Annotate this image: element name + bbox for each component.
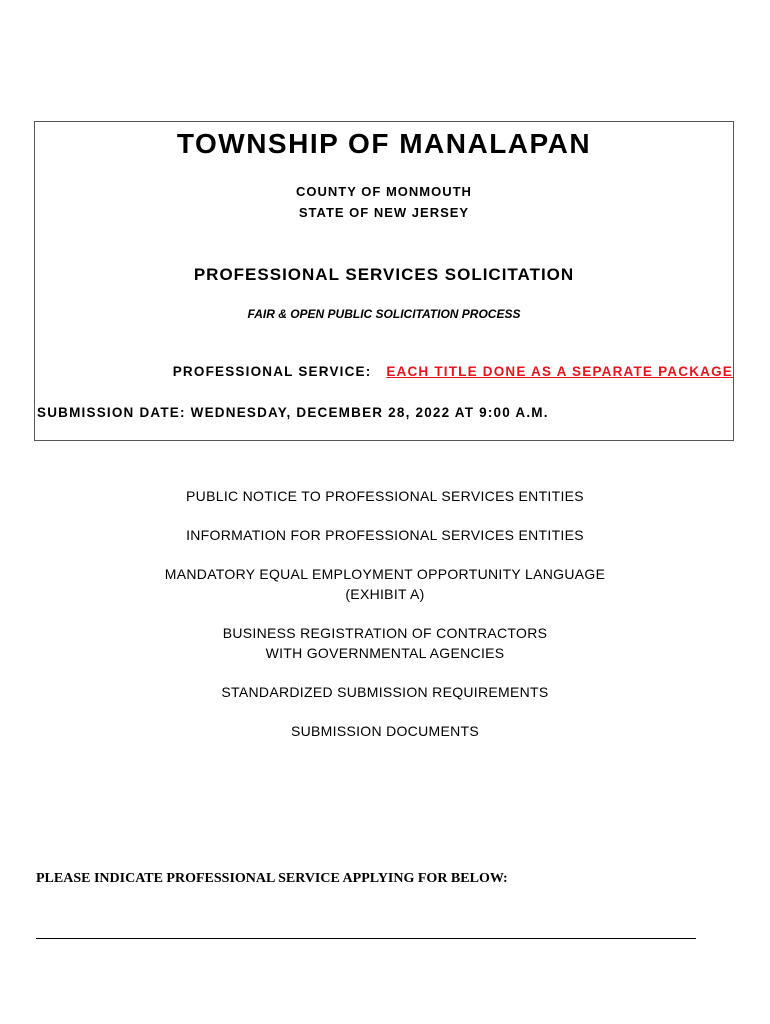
contents-item — [0, 486, 770, 506]
contents-item-line1: SUBMISSION DOCUMENTS — [290, 723, 479, 739]
contents-item-line1: STANDARDIZED SUBMISSION REQUIREMENTS — [221, 684, 549, 700]
solicitation-process: FAIR & OPEN PUBLIC SOLICITATION PROCESS — [247, 307, 521, 321]
contents-item-line1: MANDATORY EQUAL EMPLOYMENT OPPORTUNITY LANGUAGE — [164, 566, 606, 582]
contents-item — [0, 721, 770, 741]
service-label: PROFESSIONAL SERVICE: — [172, 364, 372, 379]
page-title: TOWNSHIP OF MANALAPAN — [176, 128, 592, 159]
contents-item-line2: (EXHIBIT A) — [345, 586, 425, 602]
submission-date: SUBMISSION DATE: WEDNESDAY, DECEMBER 28, 2022 AT 9:00 A.M. — [37, 405, 549, 420]
contents-item — [0, 623, 770, 663]
state-name: STATE OF NEW JERSEY — [298, 205, 470, 220]
contents-item — [0, 682, 770, 702]
contents-item-line1: INFORMATION FOR PROFESSIONAL SERVICES ENTITIES — [186, 527, 584, 543]
contents-item — [0, 525, 770, 545]
solicitation-title: PROFESSIONAL SERVICES SOLICITATION — [193, 265, 575, 284]
contents-item-line2: WITH GOVERNMENTAL AGENCIES — [265, 645, 505, 661]
professional-service-line — [173, 364, 733, 379]
service-answer-line[interactable] — [36, 938, 696, 939]
service-value: EACH TITLE DONE AS A SEPARATE PACKAGE — [386, 364, 733, 379]
contents-item-line1: BUSINESS REGISTRATION OF CONTRACTORS — [222, 625, 548, 641]
contents-item-line1: PUBLIC NOTICE TO PROFESSIONAL SERVICES ENTITIES — [186, 488, 584, 504]
contents-item — [0, 564, 770, 604]
county-name: COUNTY OF MONMOUTH — [296, 184, 472, 199]
service-instruction: PLEASE INDICATE PROFESSIONAL SERVICE APPLYING FOR BELOW: — [36, 871, 508, 886]
header-box — [34, 121, 734, 441]
